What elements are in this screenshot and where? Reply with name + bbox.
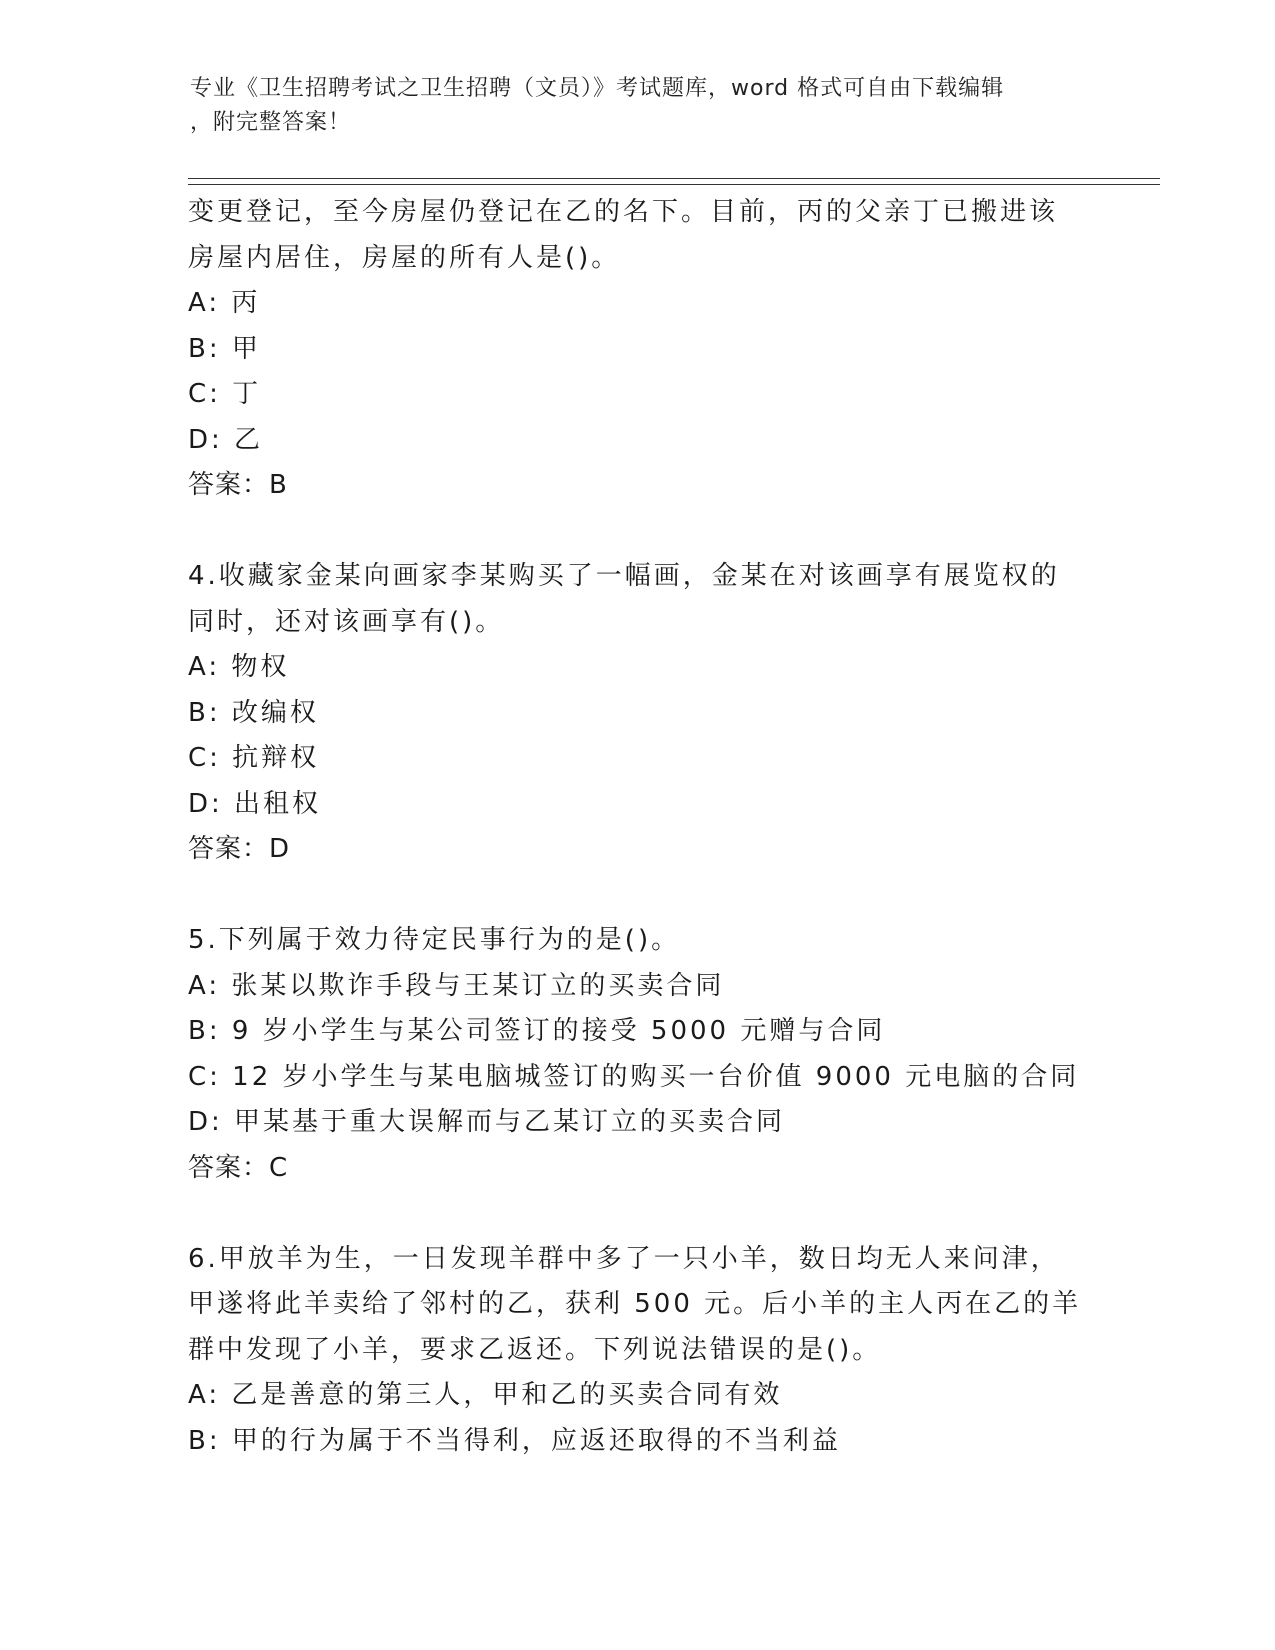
spacer: [188, 1191, 1088, 1237]
spacer: [188, 873, 1088, 919]
option-b: B: 9 岁小学生与某公司签订的接受 5000 元赠与合同: [188, 1016, 886, 1046]
header-divider: [188, 178, 1160, 185]
option-d: D: 乙: [188, 424, 264, 455]
question-continued: [188, 190, 1088, 509]
question-4: [188, 554, 1088, 873]
option-b: B: 甲: [188, 333, 261, 364]
option-c: C: 丁: [188, 379, 262, 409]
question-stem-line: 4.收藏家金某向画家李某购买了一幅画，金某在对该画享有展览权的: [188, 561, 1060, 591]
answer-line: 答案：C: [188, 1152, 289, 1183]
answer-line: 答案：D: [188, 834, 291, 864]
option-c: C: 抗辩权: [188, 743, 320, 773]
question-stem-line: 甲遂将此羊卖给了邻村的乙，获利 500 元。后小羊的主人丙在乙的羊: [188, 1289, 1082, 1319]
option-a: A: 乙是善意的第三人，甲和乙的买卖合同有效: [188, 1380, 783, 1410]
option-b: B: 改编权: [188, 697, 319, 728]
option-d: D: 甲某基于重大误解而与乙某订立的买卖合同: [188, 1107, 786, 1137]
option-c: C: 12 岁小学生与某电脑城签订的购买一台价值 9000 元电脑的合同: [188, 1061, 1080, 1092]
spacer: [188, 509, 1088, 555]
question-stem-line: 变更登记，至今房屋仍登记在乙的名下。目前，丙的父亲丁已搬进该: [188, 197, 1059, 227]
header-line-1: 专业《卫生招聘考试之卫生招聘（文员）》考试题库，word 格式可自由下载编辑: [190, 76, 1005, 101]
answer-line: 答案：B: [188, 470, 288, 500]
option-a: A: 丙: [188, 288, 261, 318]
option-b: B: 甲的行为属于不当得利，应返还取得的不当利益: [188, 1425, 841, 1456]
question-stem-line: 6.甲放羊为生，一日发现羊群中多了一只小羊，数日均无人来问津，: [188, 1243, 1060, 1274]
option-d: D: 出租权: [188, 788, 322, 819]
question-5: [188, 918, 1088, 1191]
question-stem-line: 同时，还对该画享有()。: [188, 606, 505, 637]
option-a: A: 物权: [188, 652, 290, 682]
question-6: [188, 1237, 1088, 1465]
question-stem-line: 5.下列属于效力待定民事行为的是()。: [188, 925, 681, 955]
document-body: [188, 190, 1088, 1464]
question-stem-line: 房屋内居住，房屋的所有人是()。: [188, 242, 621, 273]
header-line-2: ，附完整答案！: [190, 110, 352, 135]
question-stem-line: 群中发现了小羊，要求乙返还。下列说法错误的是()。: [188, 1334, 882, 1365]
option-a: A: 张某以欺诈手段与王某订立的买卖合同: [188, 970, 725, 1001]
document-header: [190, 72, 1090, 140]
